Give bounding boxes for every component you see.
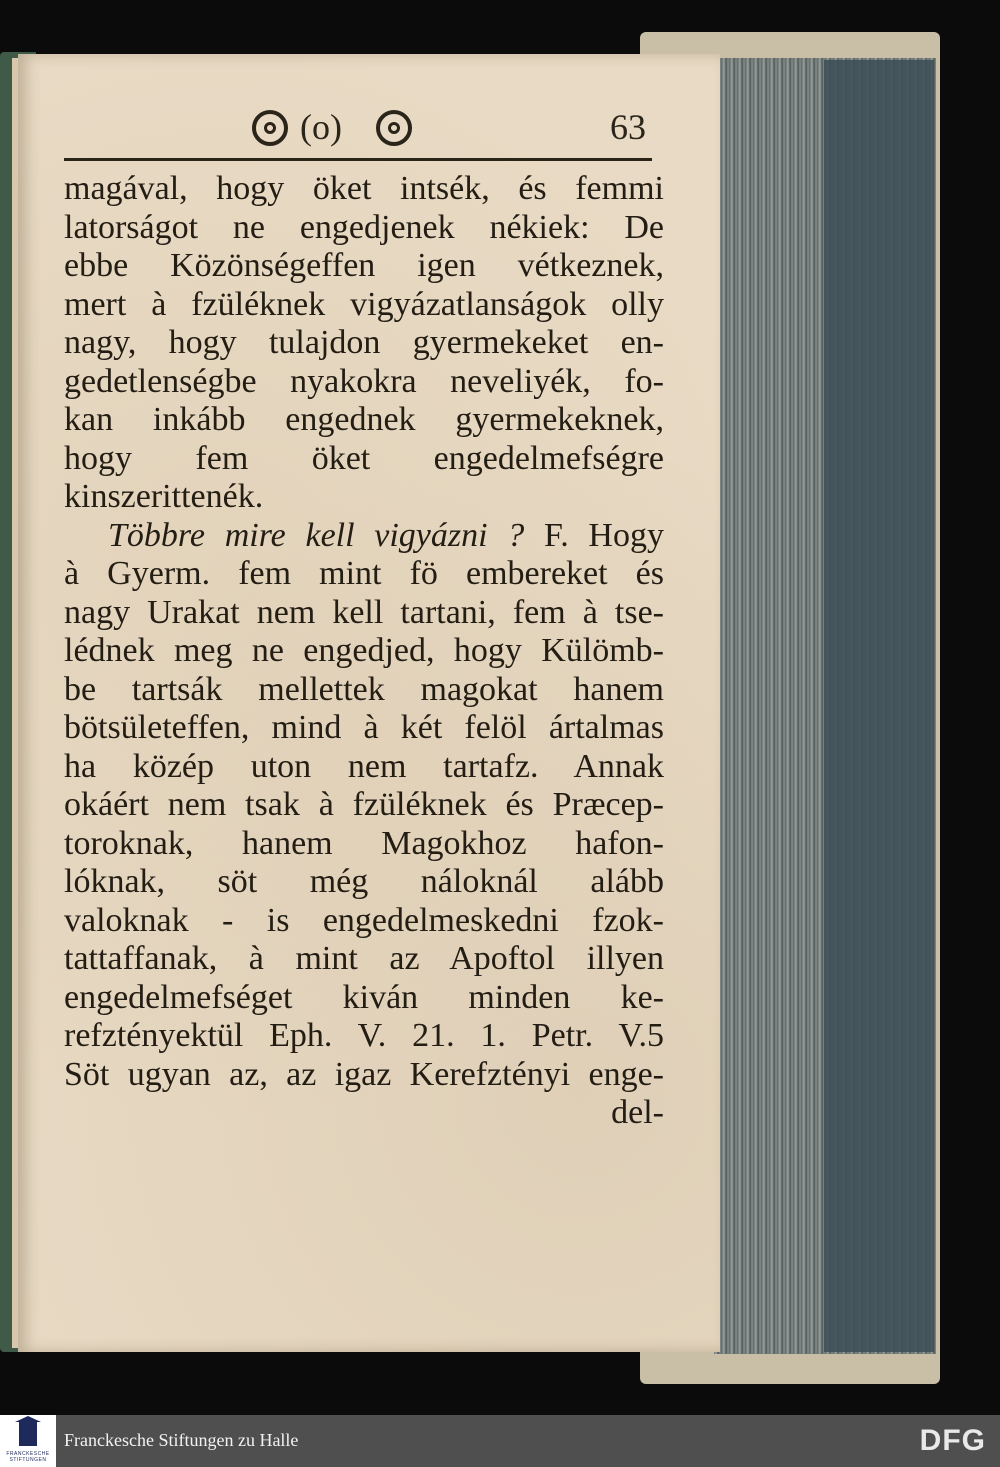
provider-name[interactable]: Franckesche Stiftungen zu Halle	[64, 1430, 299, 1450]
text-line: kan inkább engednek gyermekeknek,	[64, 401, 664, 438]
building-icon	[19, 1422, 37, 1446]
answer-text: F. Hogy	[524, 516, 664, 554]
text-line: bötsületeffen, mind à két felöl ártalmas	[64, 709, 664, 746]
text-line: mert à fzüléknek vigyázatlanságok olly	[64, 285, 664, 323]
header-rule	[64, 158, 652, 161]
text-line: del-	[611, 1094, 664, 1131]
header-mark: (o)	[300, 107, 342, 147]
dfg-logo[interactable]: DFG	[919, 1424, 986, 1457]
text-line: latorságot ne engedjenek nékiek: De	[64, 208, 664, 246]
text-line: nagy, hogy tulajdon gyermekeket en-	[64, 324, 664, 361]
text-line: à Gyerm. fem mint fö embereket és	[64, 555, 664, 592]
text-line: ebbe Közönségeffen igen vétkeznek,	[64, 247, 664, 284]
page-header	[248, 106, 668, 152]
text-line: engedelmefséget kiván minden ke-	[64, 978, 664, 1016]
text-line: be tartsák mellettek magokat hanem	[64, 670, 664, 708]
text-line: refztényektül Eph. V. 21. 1. Petr. V.5	[64, 1017, 664, 1054]
text-line: valoknak - is engedelmeskedni fzok-	[64, 901, 664, 939]
text-line: okáért nem tsak à fzüléknek és Præcep-	[64, 786, 664, 823]
institution-logo[interactable]	[0, 1415, 56, 1467]
text-line: ha közép uton nem tartafz. Annak	[64, 747, 664, 785]
text-line: hogy fem öket engedelmefségre	[64, 439, 664, 477]
text-line	[64, 517, 664, 556]
text-line: magával, hogy öket intsék, és femmi	[64, 170, 664, 207]
text-line: toroknak, hanem Magokhoz hafon-	[64, 824, 664, 862]
page-number: 63	[610, 107, 646, 147]
page-text	[64, 170, 664, 1133]
question-text: Többre mire kell vigyázni ?	[108, 516, 525, 554]
ornament-icon	[376, 110, 412, 146]
text-line: lédnek meg ne engedjed, hogy Külömb-	[64, 632, 664, 669]
text-line: gedetlenségbe nyakokra neveliyék, fo-	[64, 362, 664, 400]
page-edges-shadow	[824, 60, 934, 1352]
logo-text: FRANCKESCHE STIFTUNGEN	[6, 1451, 50, 1463]
text-line: Söt ugyan az, az igaz Kerefztényi enge-	[64, 1055, 664, 1093]
text-line: kinszerittenék.	[64, 478, 264, 515]
footer-bar	[0, 1415, 1000, 1467]
ornament-icon	[252, 110, 288, 146]
text-line: lóknak, söt még náloknál alább	[64, 863, 664, 900]
text-line: nagy Urakat nem kell tartani, fem à tse-	[64, 593, 664, 631]
text-line: tattaffanak, à mint az Apoftol illyen	[64, 940, 664, 977]
